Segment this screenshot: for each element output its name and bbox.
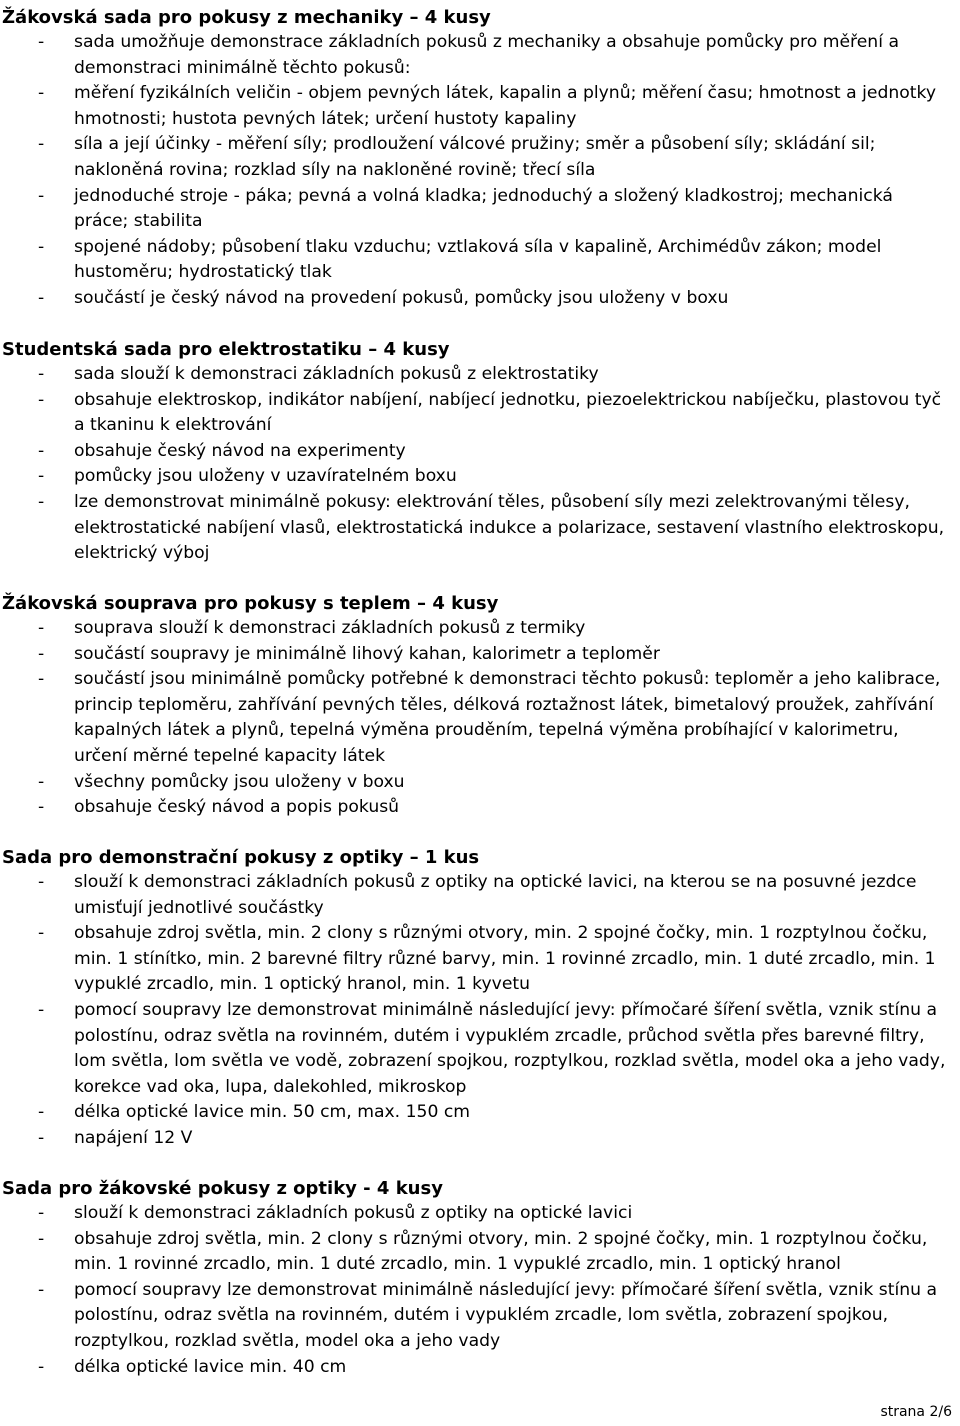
list-item: - spojené nádoby; působení tlaku vzduchu; vztlaková síla v kapalině, Archimédův zákon; model hustoměru; hydrostatický tlak <box>38 236 882 283</box>
list-item: - napájení 12 V <box>38 1127 193 1148</box>
list-item: - souprava slouží k demonstraci základních pokusů z termiky <box>38 618 586 638</box>
item-list <box>2 1201 952 1380</box>
list-item: - slouží k demonstraci základních pokusů z optiky na optické lavici <box>38 1203 633 1223</box>
section-heading: Žákovská sada pro pokusy z mechaniky – 4 kusy <box>2 7 491 28</box>
section-optika-zakovska <box>2 1177 952 1380</box>
list-item: - součástí je český návod na provedení pokusů, pomůcky jsou uloženy v boxu <box>38 287 729 308</box>
list-item: - pomocí soupravy lze demonstrovat minimálně následující jevy: přímočaré šíření světla, vznik stínu a polostínu, odraz světla na rovinném, dutém i vypuklém zrcadle, lom světla, zobrazení spojkou, rozptylkou, rozklad světla, model oka a jeho vady <box>38 1279 938 1351</box>
section-mechanika <box>2 6 952 312</box>
list-item: - součástí soupravy je minimálně lihový kahan, kalorimetr a teploměr <box>38 643 660 664</box>
list-item: - pomůcky jsou uloženy v uzavíratelném boxu <box>38 466 457 487</box>
section-heading: Sada pro žákovské pokusy z optiky - 4 kusy <box>2 1178 443 1199</box>
list-item: - sada slouží k demonstraci základních pokusů z elektrostatiky <box>38 364 599 384</box>
list-item: - obsahuje elektroskop, indikátor nabíjení, nabíjecí jednotku, piezoelektrickou nabíječku, plastovou tyč a tkaninu k elektrování <box>38 389 942 436</box>
list-item: - obsahuje český návod na experimenty <box>38 440 406 461</box>
item-list <box>2 362 952 567</box>
list-item: - délka optické lavice min. 40 cm <box>38 1356 347 1377</box>
section-heading: Žákovská souprava pro pokusy s teplem – 4 kusy <box>2 593 499 614</box>
list-item: - obsahuje zdroj světla, min. 2 clony s různými otvory, min. 2 spojné čočky, min. 1 rozptylnou čočku, min. 1 stínítko, min. 2 barevné filtry různé barvy, min. 1 rovinné zrcadlo, min. 1 duté zrcadlo, min. 1 vypuklé zrcadlo, min. 1 optický hranol, min. 1 kyvetu <box>38 923 936 995</box>
page-number: strana 2/6 <box>880 1404 952 1420</box>
section-heading: Sada pro demonstrační pokusy z optiky – 1 kus <box>2 847 480 868</box>
item-list <box>2 30 952 312</box>
list-item: - měření fyzikálních veličin - objem pevných látek, kapalin a plynů; měření času; hmotnost a jednotky hmotnosti; hustota pevných látek; určení hustoty kapaliny <box>38 83 937 129</box>
list-item: - obsahuje zdroj světla, min. 2 clony s různými otvory, min. 2 spojné čočky, min. 1 rozptylnou čočku, min. 1 rovinné zrcadlo, min. 1 duté zrcadlo, min. 1 vypuklé zrcadlo, min. 1 optický hranol <box>38 1228 928 1275</box>
section-elektrostatika <box>2 338 952 567</box>
section-optika-demonstracni <box>2 846 952 1152</box>
list-item: - síla a její účinky - měření síly; prodloužení válcové pružiny; směr a působení síly; skládání sil; nakloněná rovina; rozklad síly na nakloněné rovině; třecí síla <box>38 134 876 180</box>
list-item: - jednoduché stroje - páka; pevná a volná kladka; jednoduchý a složený kladkostroj; mechanická práce; stabilita <box>38 185 893 232</box>
list-item: - všechny pomůcky jsou uloženy v boxu <box>38 771 405 792</box>
list-item: - lze demonstrovat minimálně pokusy: elektrování těles, působení síly mezi zelektrovanými tělesy, elektrostatické nabíjení vlasů, elektrostatická indukce a polarizace, sestavení vlastního elektroskopu, elektrický výboj <box>38 491 945 564</box>
list-item: - sada umožňuje demonstrace základních pokusů z mechaniky a obsahuje pomůcky pro měření a demonstraci minimálně těchto pokusů: <box>38 32 899 78</box>
list-item: - pomocí soupravy lze demonstrovat minimálně následující jevy: přímočaré šíření světla, vznik stínu a polostínu, odraz světla na rovinném, dutém i vypuklém zrcadle, průchod světla přes barevné filtry, lom světla, lom světla ve vodě, zobrazení spojkou, rozptylkou, rozklad světla, model oka a jeho vady, korekce vad oka, lupa, dalekohled, mikroskop <box>38 999 946 1097</box>
item-list <box>2 870 952 1152</box>
list-item: - obsahuje český návod a popis pokusů <box>38 797 400 818</box>
section-teplo <box>2 592 952 821</box>
list-item: - slouží k demonstraci základních pokusů z optiky na optické lavici, na kterou se na posuvné jezdce umisťují jednotlivé součástky <box>38 872 917 918</box>
list-item: - součástí jsou minimálně pomůcky potřebné k demonstraci těchto pokusů: teploměr a jeho kalibrace, princip teploměru, zahřívání pevných těles, délková roztažnost látek, bimetalový proužek, zahřívání kapalných látek a plynů, tepelná výměna prouděním, tepelná výměna probíhající v kalorimetru, určení měrné tepelné kapacity látek <box>38 669 941 766</box>
list-item: - délka optické lavice min. 50 cm, max. 150 cm <box>38 1102 471 1123</box>
section-heading: Studentská sada pro elektrostatiku – 4 kusy <box>2 339 450 360</box>
item-list <box>2 616 952 821</box>
